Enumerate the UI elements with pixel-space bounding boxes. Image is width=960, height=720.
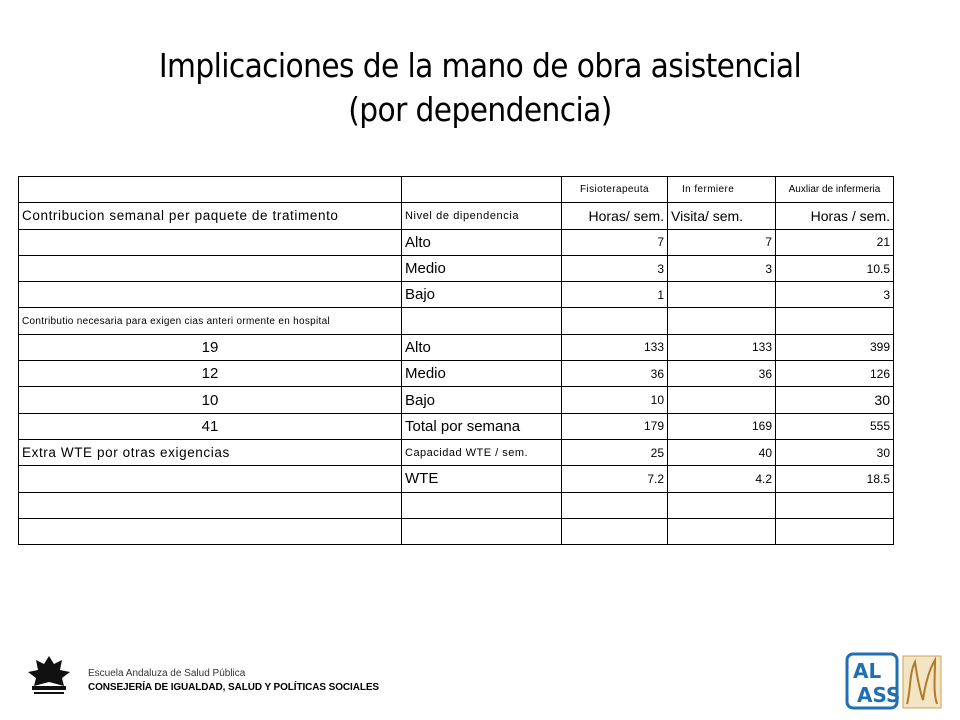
value-cell xyxy=(668,387,776,413)
count-cell: 41 xyxy=(19,413,402,439)
value-cell: 3 xyxy=(668,255,776,281)
svg-text:AL: AL xyxy=(853,659,882,683)
capacidad-label: Capacidad WTE / sem. xyxy=(402,439,562,465)
cell-empty xyxy=(19,518,402,544)
table-row xyxy=(19,282,894,308)
table-row xyxy=(19,203,894,229)
table-row xyxy=(19,518,894,544)
table-row xyxy=(19,308,894,334)
cell-empty xyxy=(19,282,402,308)
level-label: Total por semana xyxy=(402,413,562,439)
cell-empty xyxy=(562,518,668,544)
unit-cell: Horas/ sem. xyxy=(562,203,668,229)
value-cell: 10 xyxy=(562,387,668,413)
value-cell: 1 xyxy=(562,282,668,308)
col-header-auxiliar: Auxliar de infermeria xyxy=(776,177,894,203)
level-label: Medio xyxy=(402,361,562,387)
cell-empty xyxy=(402,492,562,518)
col-header-fisioterapeuta: Fisioterapeuta xyxy=(562,177,668,203)
value-cell: 18.5 xyxy=(776,466,894,492)
cell-empty xyxy=(19,492,402,518)
footer xyxy=(0,640,960,720)
nivel-label: Nivel de dipendencia xyxy=(402,203,562,229)
value-cell: 3 xyxy=(562,255,668,281)
value-cell xyxy=(668,282,776,308)
cell-empty xyxy=(562,492,668,518)
cell-empty xyxy=(668,518,776,544)
svg-text:ASS: ASS xyxy=(857,683,901,707)
cell-empty xyxy=(19,255,402,281)
value-cell: 133 xyxy=(668,334,776,360)
title-line-1: Implicaciones de la mano de obra asistencial xyxy=(158,46,802,85)
junta-andalucia-emblem-icon xyxy=(24,652,74,704)
value-cell: 7 xyxy=(668,229,776,255)
value-cell: 40 xyxy=(668,439,776,465)
value-cell: 399 xyxy=(776,334,894,360)
value-cell: 7.2 xyxy=(562,466,668,492)
value-cell: 133 xyxy=(562,334,668,360)
table-row xyxy=(19,492,894,518)
header-row xyxy=(19,177,894,203)
value-cell: 30 xyxy=(776,387,894,413)
value-cell: 4.2 xyxy=(668,466,776,492)
cell-empty xyxy=(562,308,668,334)
value-cell: 3 xyxy=(776,282,894,308)
value-cell: 169 xyxy=(668,413,776,439)
necesaria-label: Contributio necesaria para exigen cias anteri ormente en hospital xyxy=(19,308,402,334)
cell-empty xyxy=(402,518,562,544)
alass-emblem-icon xyxy=(845,650,945,712)
value-cell: 30 xyxy=(776,439,894,465)
value-cell: 10.5 xyxy=(776,255,894,281)
cell-empty xyxy=(402,177,562,203)
cell-empty xyxy=(776,308,894,334)
value-cell: 7 xyxy=(562,229,668,255)
extra-label: Extra WTE por otras exigencias xyxy=(19,439,402,465)
junta-andalucia-logo xyxy=(24,652,74,704)
footer-line-2: CONSEJERÍA DE IGUALDAD, SALUD Y POLÍTICAS SOCIALES xyxy=(88,682,379,693)
level-label: Medio xyxy=(402,255,562,281)
value-cell: 126 xyxy=(776,361,894,387)
value-cell: 179 xyxy=(562,413,668,439)
col-header-infermiere: In fermiere xyxy=(668,177,776,203)
table-row xyxy=(19,387,894,413)
cell-empty xyxy=(19,229,402,255)
level-label: Alto xyxy=(402,334,562,360)
cell-empty xyxy=(19,177,402,203)
value-cell: 25 xyxy=(562,439,668,465)
page-title xyxy=(0,44,960,132)
table-row xyxy=(19,466,894,492)
table-row xyxy=(19,255,894,281)
value-cell: 21 xyxy=(776,229,894,255)
workforce-table xyxy=(18,176,894,545)
cell-empty xyxy=(402,308,562,334)
level-label: Bajo xyxy=(402,282,562,308)
table-row xyxy=(19,229,894,255)
title-line-2: (por dependencia) xyxy=(348,90,612,129)
footer-line-1: Escuela Andaluza de Salud Pública xyxy=(88,668,246,679)
count-cell: 12 xyxy=(19,361,402,387)
value-cell: 555 xyxy=(776,413,894,439)
table-row xyxy=(19,361,894,387)
cell-empty xyxy=(19,466,402,492)
unit-cell: Visita/ sem. xyxy=(668,203,776,229)
cell-empty xyxy=(668,308,776,334)
count-cell: 19 xyxy=(19,334,402,360)
count-cell: 10 xyxy=(19,387,402,413)
cell-empty xyxy=(776,492,894,518)
value-cell: 36 xyxy=(668,361,776,387)
footer-text xyxy=(88,667,379,695)
alass-logo xyxy=(845,650,945,712)
table-row xyxy=(19,439,894,465)
level-label: Bajo xyxy=(402,387,562,413)
table-row xyxy=(19,413,894,439)
contribucion-label: Contribucion semanal per paquete de tratimento xyxy=(19,203,402,229)
wte-label: WTE xyxy=(402,466,562,492)
cell-empty xyxy=(776,518,894,544)
value-cell: 36 xyxy=(562,361,668,387)
table-row xyxy=(19,334,894,360)
unit-cell: Horas / sem. xyxy=(776,203,894,229)
level-label: Alto xyxy=(402,229,562,255)
cell-empty xyxy=(668,492,776,518)
